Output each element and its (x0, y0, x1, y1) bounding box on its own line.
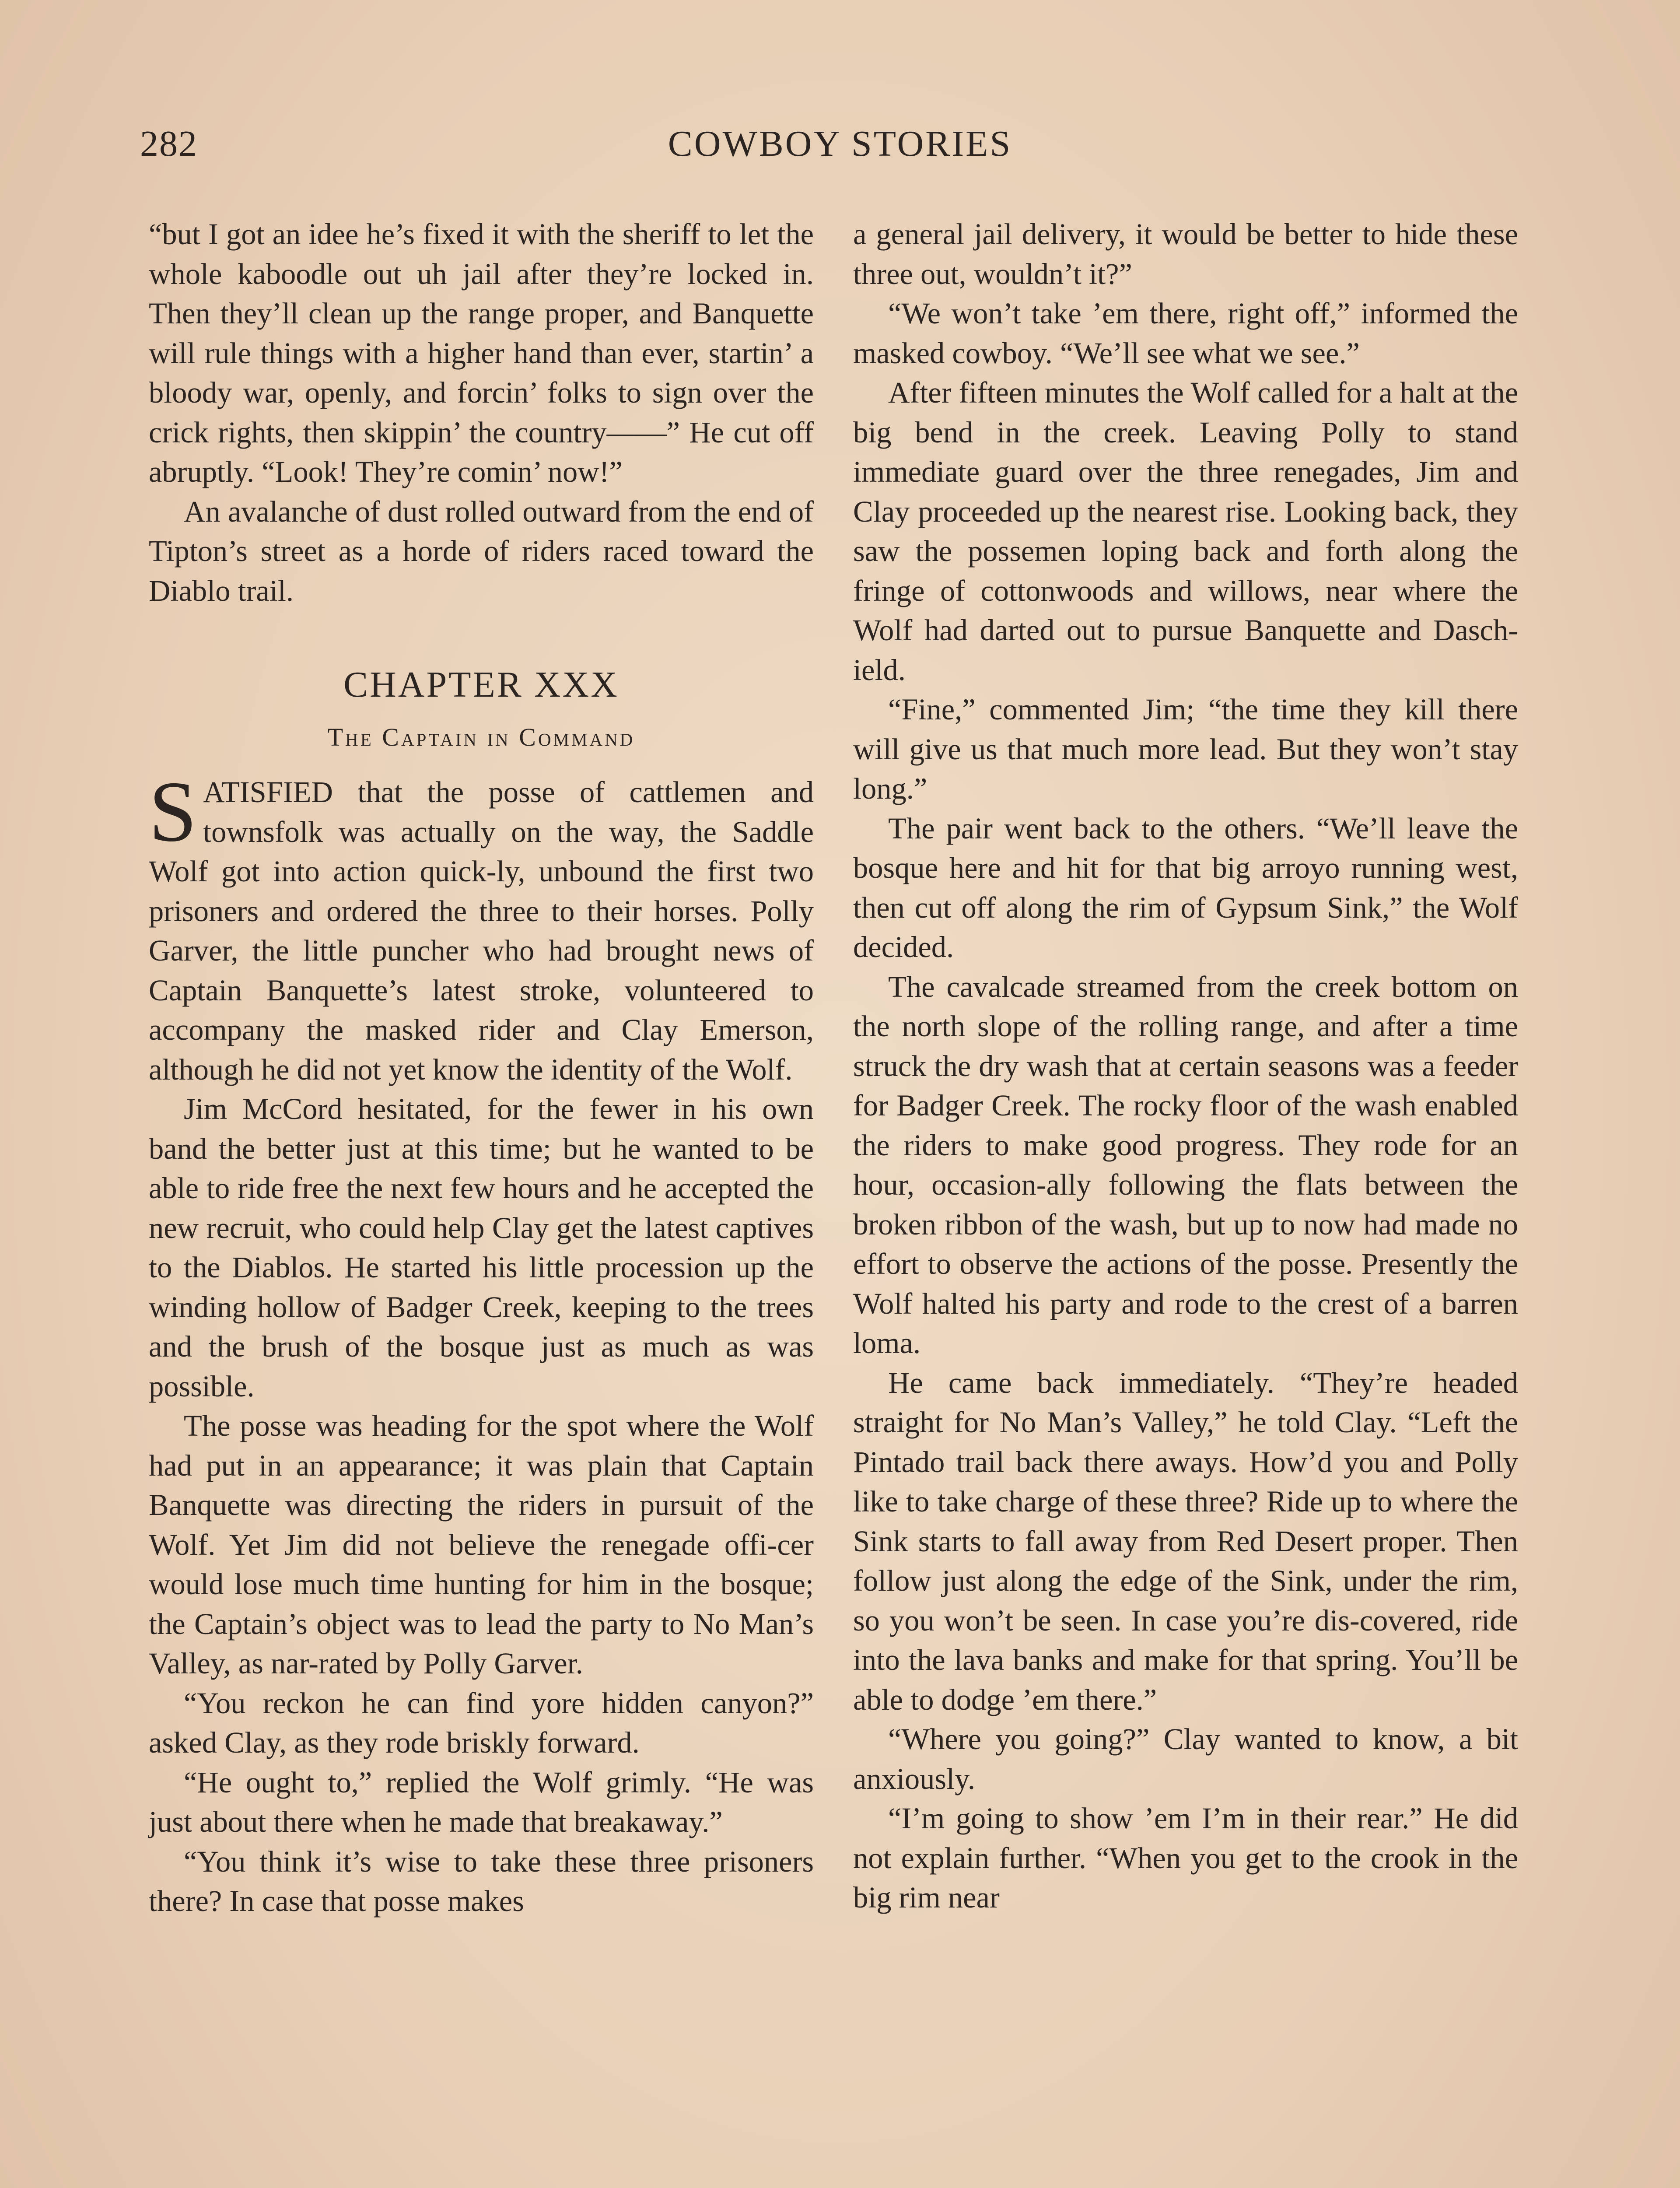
paragraph: After fifteen minutes the Wolf called for a halt at the big bend in the creek. Leaving Polly to stand immediate guard over the three renegades, Jim and Clay proceeded up the nearest rise. Looking back, they saw the possemen loping back and forth along the fringe of cottonwoods and willows, near where the Wolf had darted out to pursue Banquette and Dasch-ield. (853, 376, 1518, 687)
paragraph: “but I got an idee he’s fixed it with the sheriff to let the whole kaboodle out uh jail after they’re locked in. Then they’ll clean up the range proper, and Banquette will rule things with a higher hand than ever, startin’ a bloody war, openly, and forcin’ folks to sign over the crick rights, then skippin’ the country——” He cut off abruptly. “Look! They’re comin’ now!” (149, 217, 814, 488)
paragraph: “I’m going to show ’em I’m in their rear.” He did not explain further. “When you get to the crook in the big rim near (853, 1802, 1518, 1914)
chapter-subtitle: The Captain in Command (327, 723, 635, 751)
paragraph: “You reckon he can find yore hidden canyon?” asked Clay, as they rode briskly forward. (149, 1686, 814, 1759)
paragraph: The pair went back to the others. “We’ll leave the bosque here and hit for that big arroyo running west, then cut off along the rim of Gypsum Sink,” the Wolf decided. (853, 811, 1518, 964)
drop-cap: S (149, 764, 197, 859)
paragraph: a general jail delivery, it would be better to hide these three out, wouldn’t it?” (853, 217, 1518, 291)
paragraph: Jim McCord hesitated, for the fewer in his own band the better just at this time; but he wanted to be able to ride free the next few hours and he accepted the new recruit, who could help Clay get the latest captives to the Diablos. He started his little procession up the winding hollow of Badger Creek, keeping to the trees and the brush of the bosque just as much as was possible. (149, 1092, 814, 1403)
chapter-opening-paragraph (149, 764, 814, 1089)
chapter-heading: CHAPTER XXX (343, 664, 619, 705)
running-head: COWBOY STORIES (668, 123, 1012, 164)
page-number: 282 (140, 123, 198, 164)
dropcap-paragraph-text: ATISFIED that the posse of cattlemen and townsfolk was actually on the way, the Saddle Wolf got into action quick-ly, unbound the first two prisoners and ordered the three to their horses. Polly Garver, the little puncher who had brought news of Captain Banquette’s latest stroke, volunteered to accompany the masked rider and Clay Emerson, although he did not yet know the identity of the Wolf. (149, 775, 814, 1086)
paragraph: “Fine,” commented Jim; “the time they kill there will give us that much more lead. But they won’t stay long.” (853, 693, 1518, 805)
paragraph: “We won’t take ’em there, right off,” informed the masked cowboy. “We’ll see what we see.” (853, 297, 1518, 370)
paragraph: “Where you going?” Clay wanted to know, a bit anxiously. (853, 1722, 1518, 1795)
right-column (853, 214, 1518, 1918)
paragraph: He came back immediately. “They’re headed straight for No Man’s Valley,” he told Clay. “Left the Pintado trail back there aways. How’d you and Polly like to take charge of these three? Ride up to where the Sink starts to fall away from Red Desert proper. Then follow just along the edge of the Sink, under the rim, so you won’t be seen. In case you’re dis-covered, ride into the lava banks and make for that spring. You’ll be able to dodge ’em there.” (853, 1366, 1518, 1716)
page-header (140, 123, 1540, 171)
paragraph: The posse was heading for the spot where the Wolf had put in an appearance; it was plain that Captain Banquette was directing the riders in pursuit of the Wolf. Yet Jim did not believe the renegade offi-cer would lose much time hunting for him in the bosque; the Captain’s object was to lead the party to No Man’s Valley, as nar-rated by Polly Garver. (149, 1409, 814, 1680)
paragraph: “You think it’s wise to take these three prisoners there? In case that posse makes (149, 1844, 814, 1918)
paragraph: “He ought to,” replied the Wolf grimly. “He was just about there when he made that breakaway.” (149, 1765, 814, 1838)
paragraph: The cavalcade streamed from the creek bottom on the north slope of the rolling range, and after a time struck the dry wash that at certain seasons was a feeder for Badger Creek. The rocky floor of the wash enabled the riders to make good progress. They rode for an hour, occasion-ally following the flats between the broken ribbon of the wash, but up to now had made no effort to observe the actions of the posse. Presently the Wolf halted his party and rode to the crest of a barren loma. (853, 970, 1518, 1360)
paragraph: An avalanche of dust rolled outward from the end of Tipton’s street as a horde of riders raced toward the Diablo trail. (149, 494, 814, 607)
left-column (149, 214, 814, 1921)
